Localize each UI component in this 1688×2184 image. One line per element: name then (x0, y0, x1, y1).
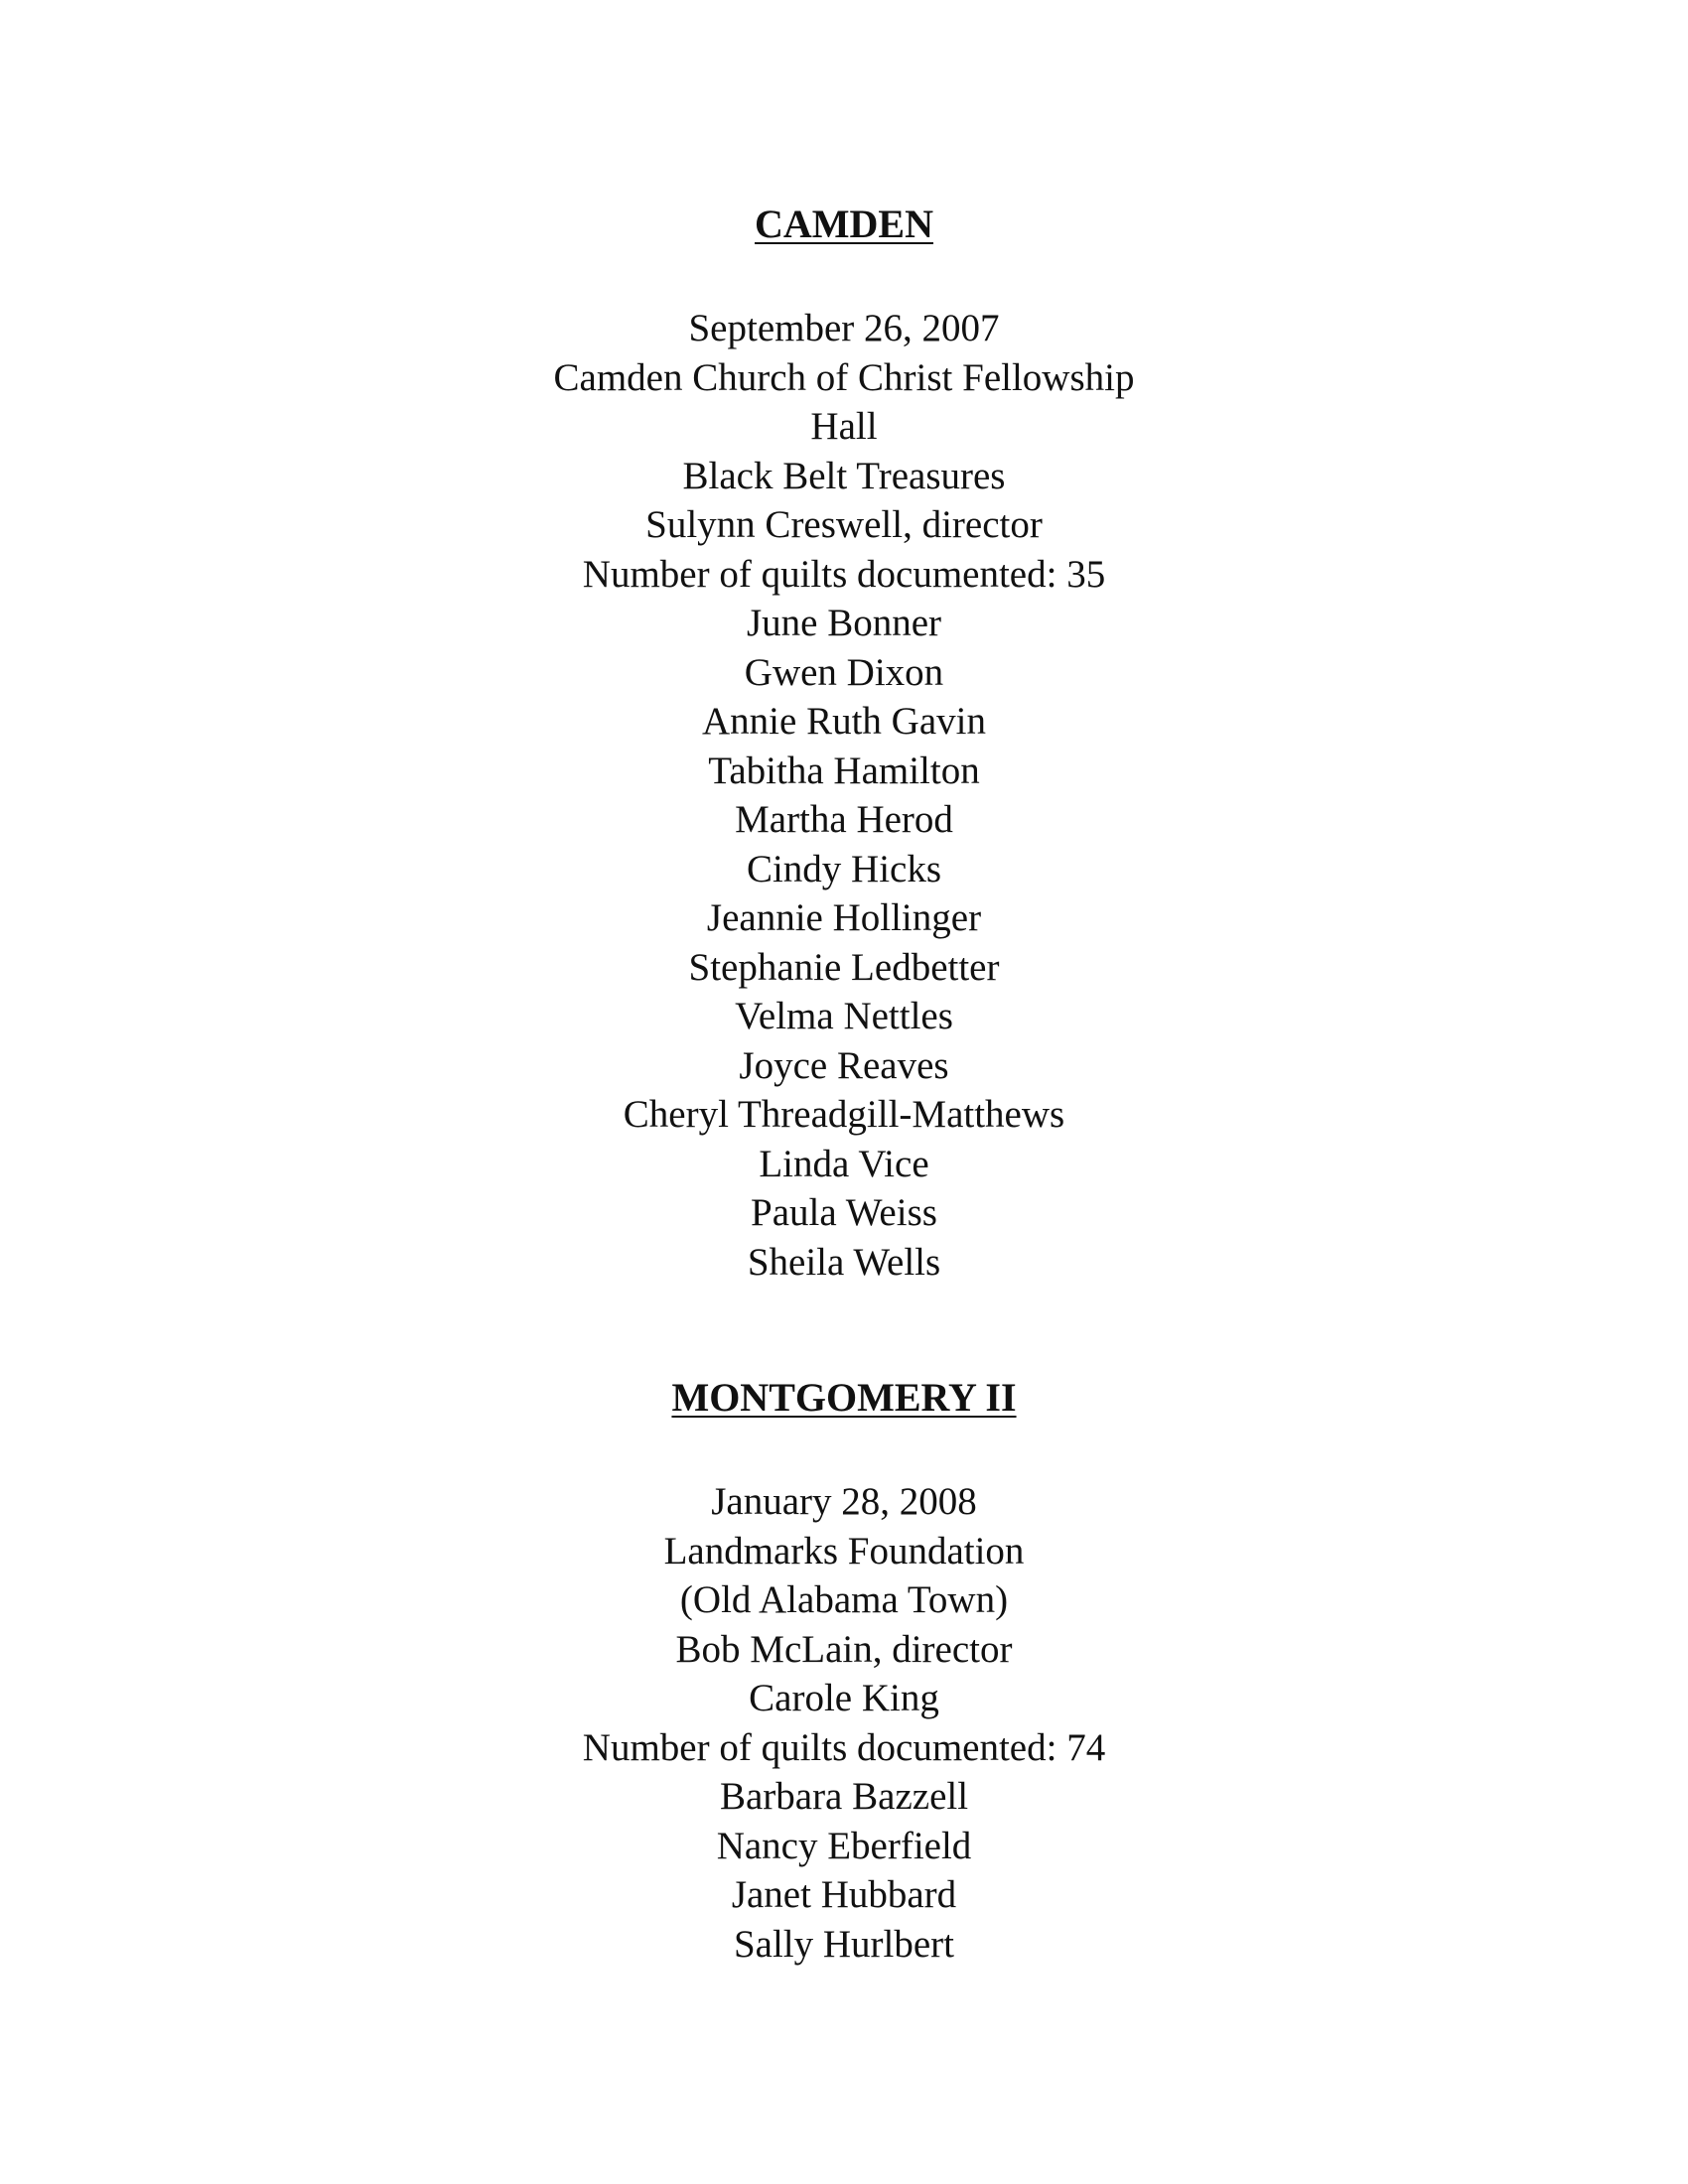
participant-name: Gwen Dixon (744, 650, 944, 694)
participant-name: Paula Weiss (751, 1191, 937, 1234)
participant-name: Cheryl Threadgill-Matthews (623, 1093, 1065, 1136)
event-date: September 26, 2007 (688, 307, 1000, 349)
participant-name: June Bonner (746, 602, 942, 644)
participant-name: Barbara Bazzell (719, 1775, 969, 1818)
montgomery-entry-list (0, 1477, 1688, 1969)
participant-name: Nancy Eberfield (716, 1824, 972, 1867)
participant-name: Tabitha Hamilton (708, 749, 980, 792)
participant-name: Sally Hurlbert (733, 1922, 955, 1966)
section-montgomery-ii (0, 1368, 1688, 1969)
participant-name: Linda Vice (759, 1142, 929, 1185)
director-line: Carole King (749, 1677, 939, 1719)
camden-entry-list (0, 304, 1688, 1287)
venue-line: (Old Alabama Town) (679, 1578, 1009, 1621)
quilt-count-line: Number of quilts documented: 35 (582, 552, 1106, 596)
venue-line: Hall (810, 405, 878, 448)
venue-line: Camden Church of Christ Fellowship (553, 355, 1135, 399)
director-line: Sulynn Creswell, director (645, 503, 1043, 546)
section-heading-camden: CAMDEN (755, 202, 933, 246)
participant-name: Stephanie Ledbetter (688, 945, 1000, 989)
host-organization: Black Belt Treasures (682, 454, 1006, 497)
participant-name: Joyce Reaves (739, 1043, 949, 1087)
venue-line: Landmarks Foundation (663, 1529, 1025, 1572)
participant-name: Jeannie Hollinger (706, 896, 982, 939)
participant-name: Sheila Wells (747, 1240, 941, 1284)
participant-name: Martha Herod (735, 798, 953, 841)
participant-name: Annie Ruth Gavin (702, 700, 986, 743)
participant-name: Janet Hubbard (731, 1873, 957, 1916)
participant-name: Cindy Hicks (746, 847, 942, 890)
director-line: Bob McLain, director (675, 1627, 1013, 1671)
event-date: January 28, 2008 (711, 1480, 977, 1523)
participant-name: Velma Nettles (735, 995, 953, 1037)
quilt-count-line: Number of quilts documented: 74 (582, 1725, 1106, 1769)
section-heading-montgomery-ii: MONTGOMERY II (671, 1375, 1017, 1420)
section-camden (0, 195, 1688, 1287)
